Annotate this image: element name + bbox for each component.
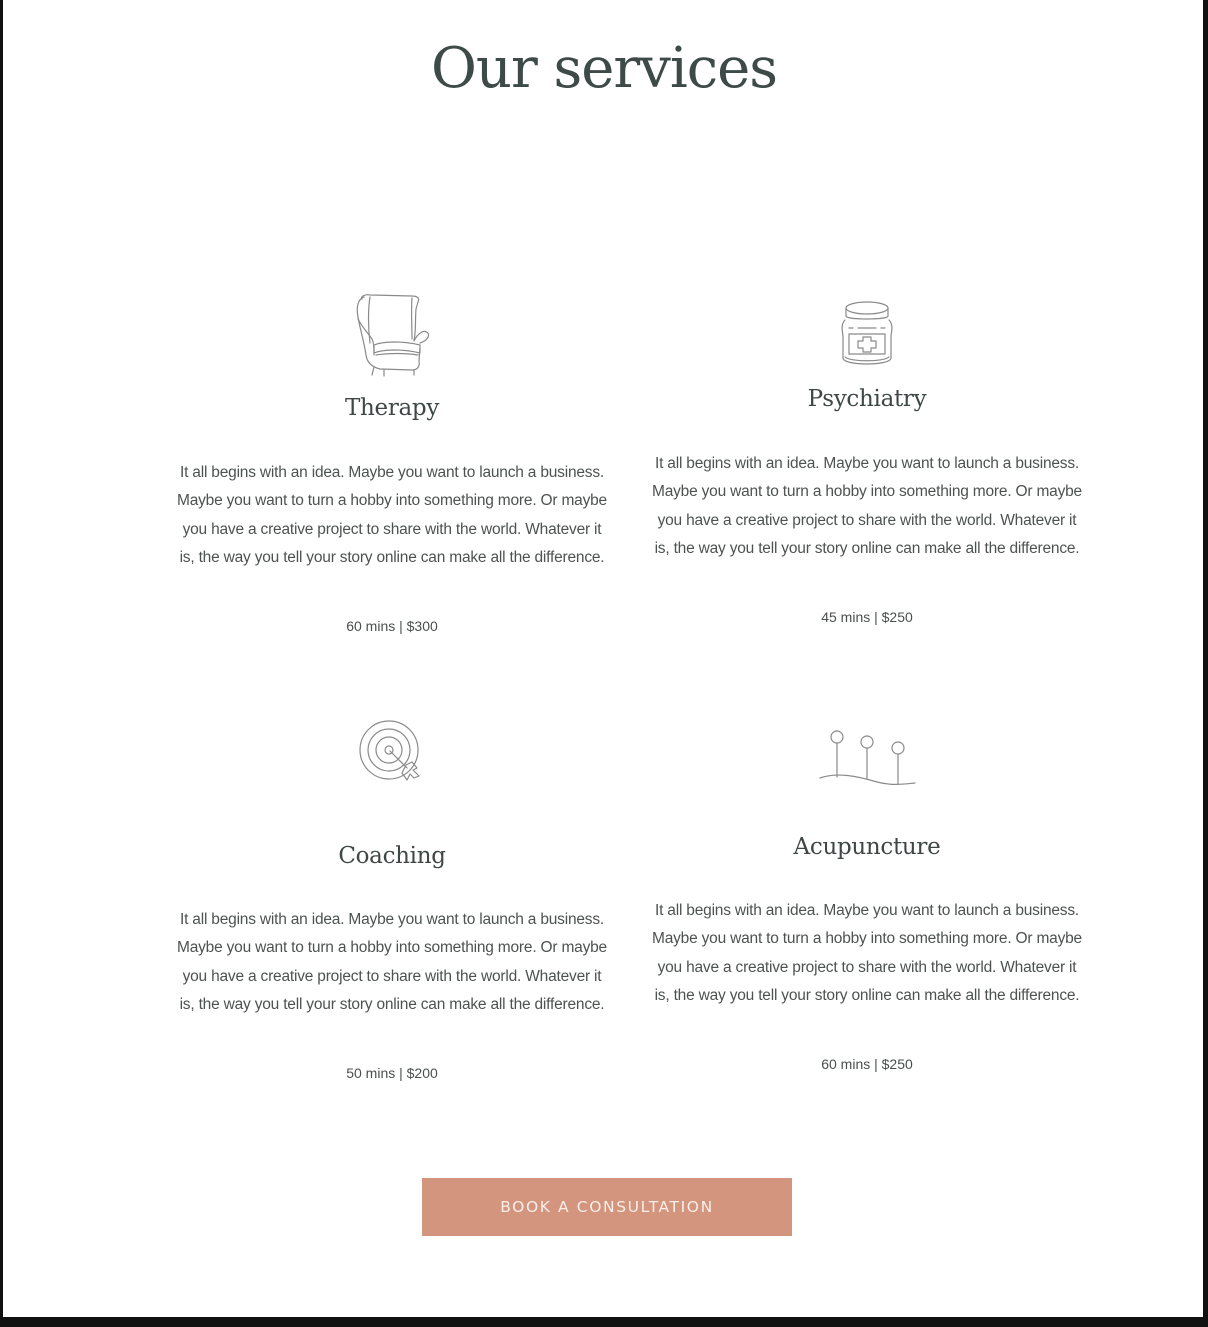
target-icon (177, 718, 607, 786)
service-title: Acupuncture (793, 834, 941, 860)
service-duration-price: 60 mins | $300 (346, 618, 438, 634)
service-description: It all begins with an idea. Maybe you want to launch a business. Maybe you want to turn a hobby into something more. Or maybe you have a creative project to share with the world. Whatever it is, the way you tell your story online can make all the difference. (652, 902, 1082, 1004)
service-description: It all begins with an idea. Maybe you want to launch a business. Maybe you want to turn a hobby into something more. Or maybe you have a creative project to share with the world. Whatever it is, the way you tell your story online can make all the difference. (652, 455, 1082, 557)
armchair-icon (177, 293, 607, 377)
service-description: It all begins with an idea. Maybe you want to launch a business. Maybe you want to turn a hobby into something more. Or maybe you have a creative project to share with the world. Whatever it is, the way you tell your story online can make all the difference. (177, 464, 607, 566)
service-title: Psychiatry (807, 386, 927, 412)
service-title: Therapy (344, 395, 440, 421)
service-duration-price: 50 mins | $200 (346, 1065, 438, 1081)
service-duration-price: 45 mins | $250 (821, 609, 913, 625)
acupuncture-needles-icon (652, 726, 1082, 788)
service-title: Coaching (338, 843, 446, 869)
service-description: It all begins with an idea. Maybe you want to launch a business. Maybe you want to turn a hobby into something more. Or maybe you have a creative project to share with the world. Whatever it is, the way you tell your story online can make all the difference. (177, 911, 607, 1013)
book-consultation-button[interactable]: BOOK A CONSULTATION (422, 1178, 792, 1236)
page-title: Our services (431, 36, 777, 101)
service-duration-price: 60 mins | $250 (821, 1056, 913, 1072)
services-section (3, 0, 1203, 1317)
medicine-jar-icon (652, 300, 1082, 370)
